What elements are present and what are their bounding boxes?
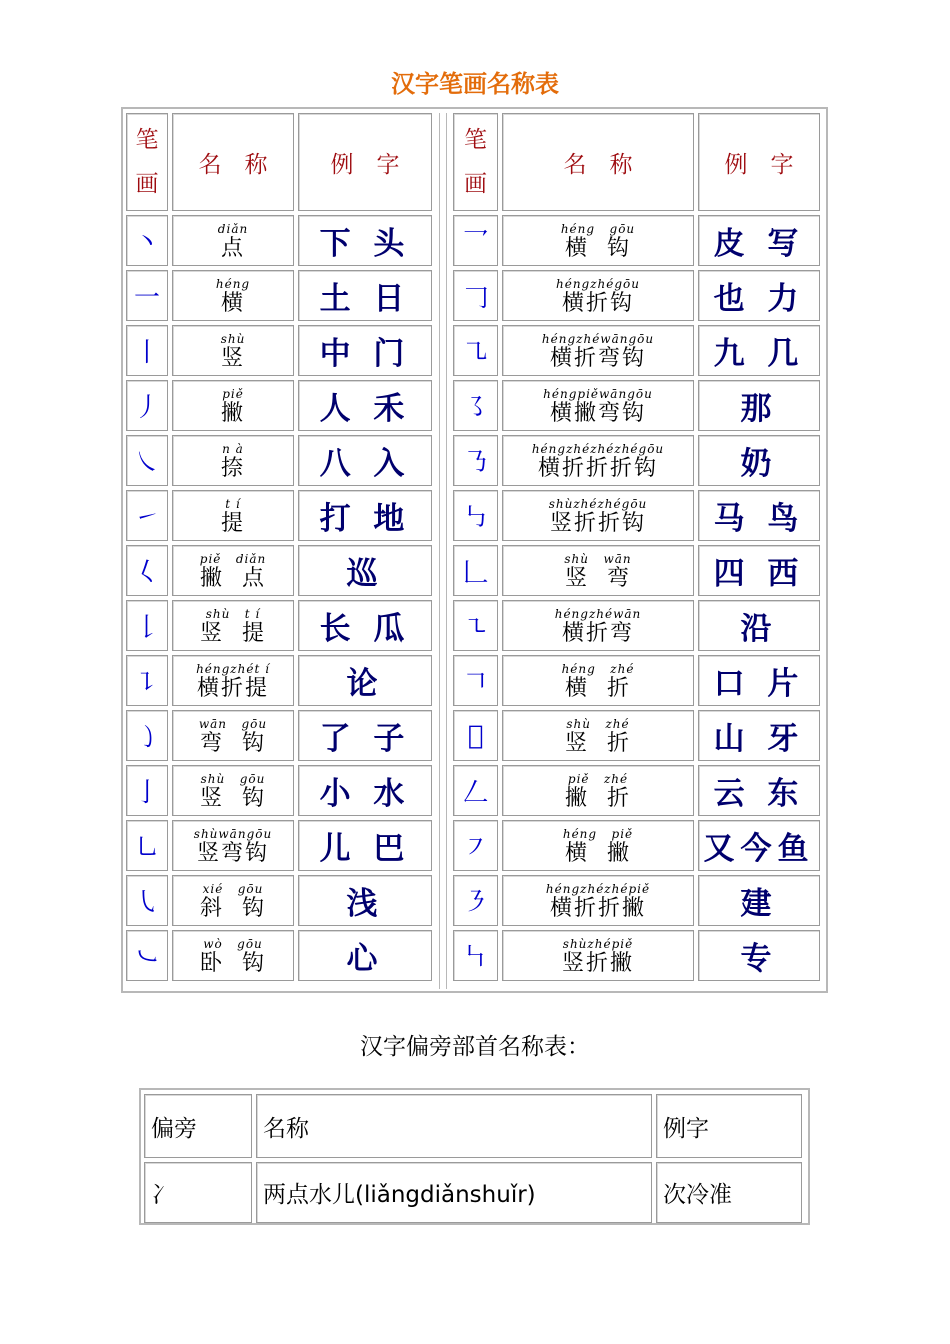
stroke-cell: 丿 [126, 380, 168, 431]
example-chars: 打 地 [298, 490, 432, 541]
example-chars: 奶 [698, 435, 820, 486]
stroke-name-cell [172, 710, 294, 761]
example-chars: 下 头 [298, 215, 432, 266]
example-chars: 四 西 [698, 545, 820, 596]
example-chars: 云 东 [698, 765, 820, 816]
example-chars: 人 禾 [298, 380, 432, 431]
stroke-name: 横折折折钩 [537, 455, 658, 481]
pinyin: diǎn [217, 221, 249, 236]
example-chars: 心 [298, 930, 432, 981]
stroke-name: 竖 提 [200, 620, 266, 646]
stroke-name: 横 [220, 290, 245, 316]
stroke-name: 横撇弯钩 [549, 400, 646, 426]
stroke-cell: ㇋ [453, 875, 498, 926]
stroke-cell: 丶 [126, 215, 168, 266]
header-name: 名 称 [172, 113, 294, 211]
pinyin: héngzhézhépiě [545, 881, 651, 896]
radical-name-cell: 两点水儿(liǎngdiǎnshuǐr) [256, 1162, 652, 1223]
radical-table-title: 汉字偏旁部首名称表： [360, 1034, 590, 1060]
header-name: 名 称 [502, 113, 694, 211]
stroke-name: 横折提 [196, 675, 269, 701]
stroke-name: 捺 [220, 455, 245, 481]
stroke-name-cell [172, 930, 294, 981]
pinyin: shùzhézhégōu [548, 496, 648, 511]
example-chars: 浅 [298, 875, 432, 926]
stroke-name: 撇 点 [200, 565, 266, 591]
pinyin: shù [220, 331, 246, 346]
pinyin: xié gōu [202, 881, 264, 896]
pinyin: wò gōu [203, 936, 263, 951]
header-stroke: 笔 画 [126, 113, 168, 211]
pinyin: héngzhéwāngōu [541, 331, 655, 346]
stroke-name: 斜 钩 [200, 895, 266, 921]
stroke-cell: ㇃ [126, 930, 168, 981]
stroke-name-cell [502, 270, 694, 321]
example-chars: 中 门 [298, 325, 432, 376]
stroke-name-cell [502, 600, 694, 651]
pinyin: piě diǎn [199, 551, 267, 566]
pinyin: wān gōu [198, 716, 268, 731]
stroke-name: 点 [220, 235, 245, 261]
stroke-name: 撇 折 [565, 785, 631, 811]
stroke-name-cell [502, 325, 694, 376]
pinyin: shù t í [205, 606, 261, 621]
example-chars: 长 瓜 [298, 600, 432, 651]
example-chars: 口 片 [698, 655, 820, 706]
example-chars: 专 [698, 930, 820, 981]
example-chars: 土 日 [298, 270, 432, 321]
example-chars: 那 [698, 380, 820, 431]
example-chars: 建 [698, 875, 820, 926]
pinyin: héngzhéwān [554, 606, 642, 621]
stroke-name-cell [502, 215, 694, 266]
stroke-name-cell [502, 380, 694, 431]
stroke-name-cell [172, 215, 294, 266]
stroke-name: 横 钩 [565, 235, 631, 261]
stroke-table [121, 107, 828, 993]
stroke-cell: ㇀ [126, 490, 168, 541]
example-chars: 九 几 [698, 325, 820, 376]
stroke-cell: 𠃋 [453, 765, 498, 816]
stroke-name: 横 撇 [565, 840, 631, 866]
stroke-cell: ㇈ [453, 325, 498, 376]
page-title: 汉字笔画名称表 [391, 70, 559, 98]
pinyin: héngpiěwāngōu [543, 386, 653, 401]
stroke-name: 横折弯钩 [549, 345, 646, 371]
stroke-name-cell [502, 490, 694, 541]
stroke-name: 竖 折 [565, 730, 631, 756]
pinyin: t í [225, 496, 241, 511]
stroke-cell: ㇌ [453, 380, 498, 431]
stroke-cell: ㇞ [453, 930, 498, 981]
pinyin: n à [222, 441, 244, 456]
stroke-cell: 丨 [126, 325, 168, 376]
pinyin: shù zhé [566, 716, 630, 731]
stroke-cell: 乛 [453, 215, 498, 266]
stroke-name-cell [172, 270, 294, 321]
table-divider [439, 113, 447, 989]
stroke-name-cell [172, 600, 294, 651]
example-chars: 皮 写 [698, 215, 820, 266]
stroke-name: 竖 [220, 345, 245, 371]
stroke-name: 撇 [220, 400, 245, 426]
example-chars: 八 入 [298, 435, 432, 486]
stroke-name-cell [502, 655, 694, 706]
stroke-name-cell [502, 435, 694, 486]
stroke-cell: ㇁ [126, 710, 168, 761]
stroke-cell: ㇂ [126, 875, 168, 926]
stroke-name-cell [172, 820, 294, 871]
stroke-cell: ㇍ [453, 600, 498, 651]
stroke-name: 横折钩 [561, 290, 634, 316]
stroke-name-cell [172, 765, 294, 816]
example-chars: 沿 [698, 600, 820, 651]
stroke-name: 横 折 [565, 675, 631, 701]
name-header: 名称 [256, 1094, 652, 1158]
stroke-name: 卧 钩 [200, 950, 266, 976]
example-chars: 也 力 [698, 270, 820, 321]
stroke-name-cell [172, 655, 294, 706]
stroke-cell: 亅 [126, 765, 168, 816]
stroke-name-cell [502, 875, 694, 926]
example-chars: 论 [298, 655, 432, 706]
stroke-name: 竖弯钩 [196, 840, 269, 866]
pinyin: shùzhépiě [562, 936, 634, 951]
example-header: 例字 [656, 1094, 802, 1158]
stroke-cell: 𠃍 [453, 655, 498, 706]
stroke-name-cell [172, 490, 294, 541]
stroke-cell: ㇟ [126, 820, 168, 871]
stroke-name: 竖折撇 [561, 950, 634, 976]
example-chars: 又今鱼 [698, 820, 820, 871]
pinyin: héngzhézhézhégōu [531, 441, 665, 456]
stroke-name-cell [502, 820, 694, 871]
pinyin: héng piě [562, 826, 634, 841]
stroke-name: 竖 弯 [565, 565, 631, 591]
stroke-name-cell [172, 380, 294, 431]
stroke-name: 提 [220, 510, 245, 536]
stroke-name-cell [172, 875, 294, 926]
stroke-cell: ㇏ [126, 435, 168, 486]
header-example: 例 字 [298, 113, 432, 211]
stroke-cell: 𠃊 [453, 545, 498, 596]
stroke-cell: 一 [126, 270, 168, 321]
stroke-name-cell [502, 710, 694, 761]
example-chars: 巡 [298, 545, 432, 596]
pinyin: héngzhégōu [555, 276, 641, 291]
example-chars: 马 鸟 [698, 490, 820, 541]
stroke-cell: 𠃌 [453, 270, 498, 321]
pinyin: héng [215, 276, 251, 291]
stroke-table-right [453, 113, 822, 989]
stroke-cell: ㇊ [126, 655, 168, 706]
example-chars: 山 牙 [698, 710, 820, 761]
stroke-name: 横折折撇 [549, 895, 646, 921]
pinyin: piě zhé [567, 771, 629, 786]
example-chars: 小 水 [298, 765, 432, 816]
pinyin: piě [222, 386, 244, 401]
pinyin: shù wān [564, 551, 632, 566]
example-chars: 了 子 [298, 710, 432, 761]
stroke-name: 竖 钩 [200, 785, 266, 811]
header-example: 例 字 [698, 113, 820, 211]
stroke-name-cell [172, 545, 294, 596]
stroke-name: 弯 钩 [200, 730, 266, 756]
stroke-cell: 𠃎 [453, 710, 498, 761]
stroke-name-cell [172, 325, 294, 376]
stroke-name-cell [502, 765, 694, 816]
pinyin: héng gōu [560, 221, 636, 236]
stroke-table-left [126, 113, 434, 989]
radical-cell: 冫 [144, 1162, 252, 1223]
example-chars: 儿 巴 [298, 820, 432, 871]
pinyin: héng zhé [561, 661, 635, 676]
header-stroke: 笔 画 [453, 113, 498, 211]
radical-header: 偏旁 [144, 1094, 252, 1158]
stroke-cell: ㇡ [453, 435, 498, 486]
stroke-cell: 𡿨 [126, 545, 168, 596]
stroke-name: 横折弯 [561, 620, 634, 646]
pinyin: shù gōu [200, 771, 266, 786]
stroke-cell: ㇉ [453, 490, 498, 541]
stroke-name-cell [502, 930, 694, 981]
stroke-name-cell [172, 435, 294, 486]
pinyin: héngzhét í [196, 661, 270, 676]
radical-example-cell: 次冷准 [656, 1162, 802, 1223]
stroke-name-cell [502, 545, 694, 596]
stroke-name: 竖折折钩 [549, 510, 646, 536]
stroke-cell: 𠄌 [126, 600, 168, 651]
radical-table [139, 1088, 810, 1225]
pinyin: shùwāngōu [193, 826, 273, 841]
stroke-cell: ㇇ [453, 820, 498, 871]
